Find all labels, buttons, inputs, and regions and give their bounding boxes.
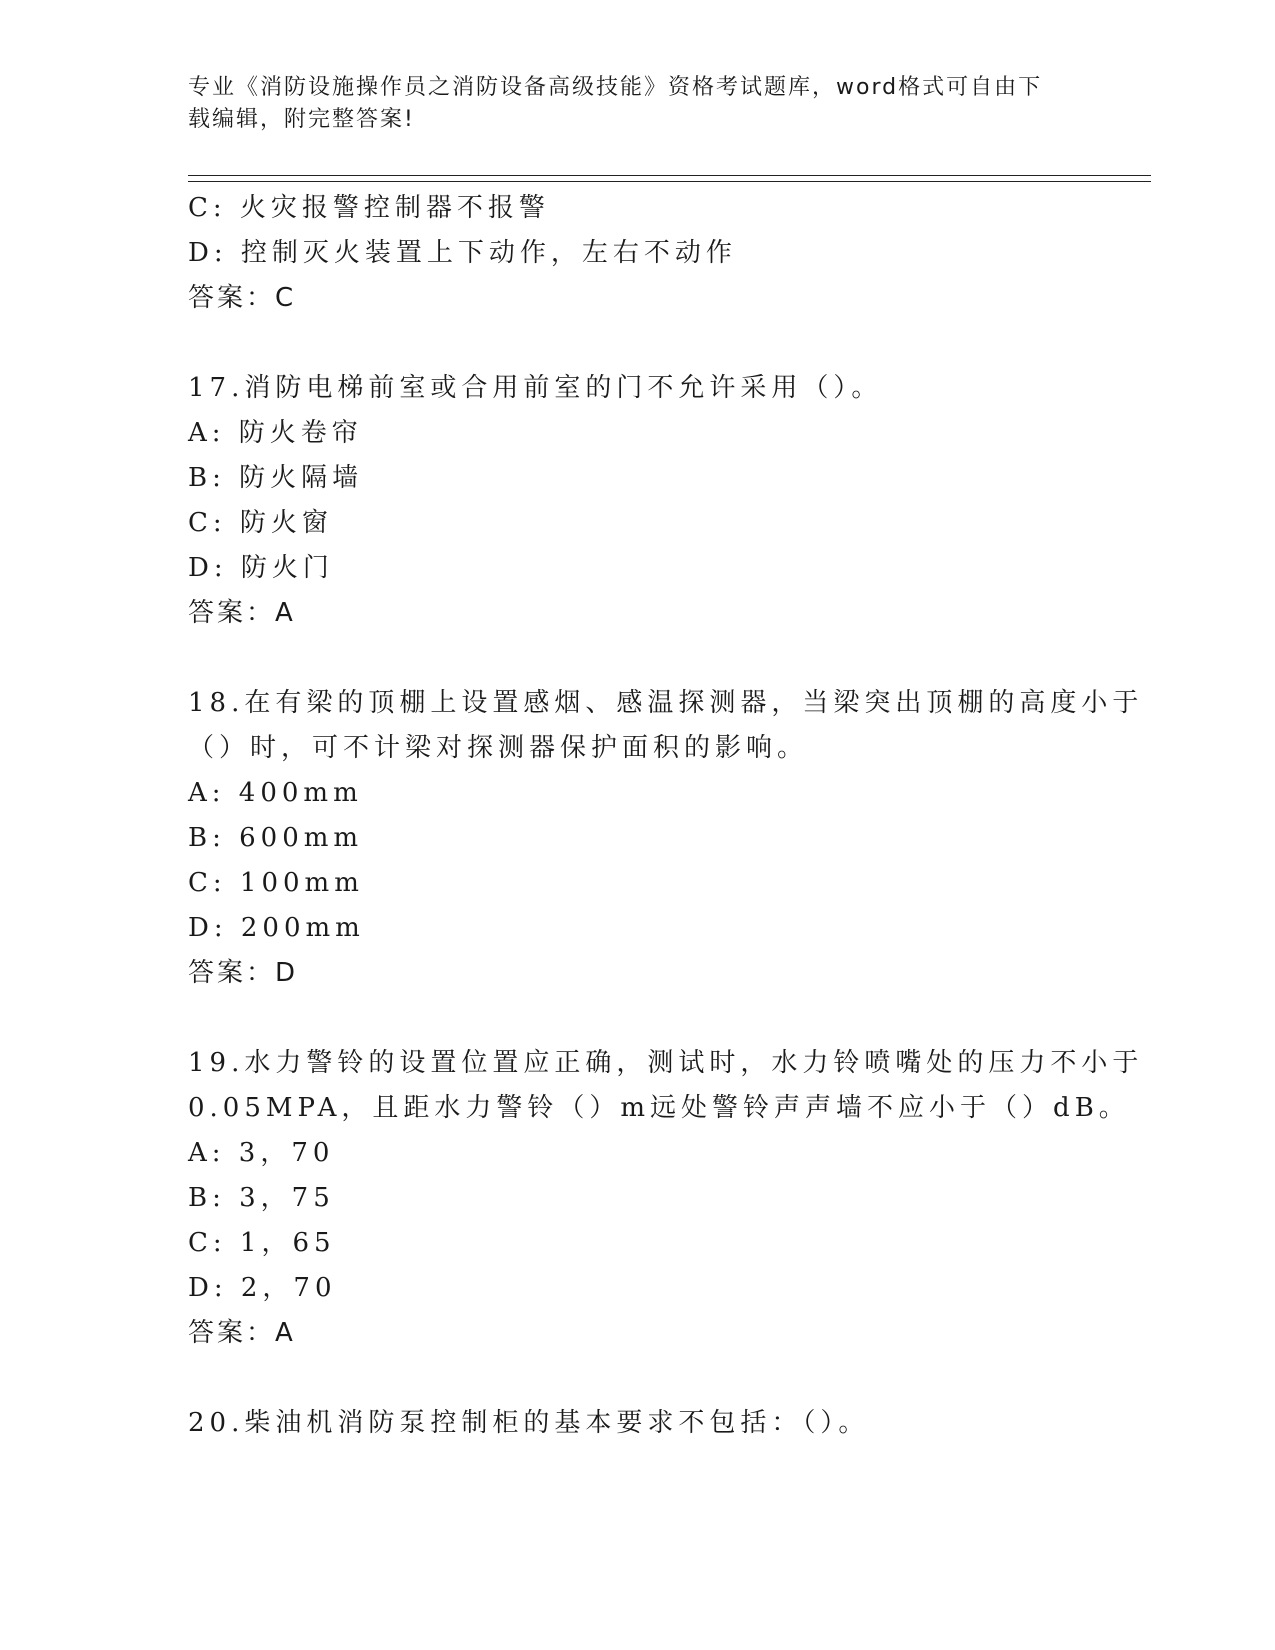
document-header	[188, 72, 1078, 136]
header-line-2: 载编辑，附完整答案!	[188, 107, 415, 132]
question-19-stem-line-2: 0.05MPA，且距水力警铃（）m远处警铃声声墙不应小于（）dB。	[188, 1093, 1130, 1123]
question-17-option-d: D: 防火门	[188, 553, 334, 583]
option-c: C: 火灾报警控制器不报警	[188, 193, 550, 223]
question-18-option-c: C: 100mm	[188, 868, 364, 898]
header-line-1: 专业《消防设施操作员之消防设备高级技能》资格考试题库，word格式可自由下	[188, 75, 1043, 100]
header-divider-bottom	[188, 181, 1151, 182]
question-19-option-a: A: 3，70	[188, 1138, 335, 1168]
question-19-option-d: D: 2，70	[188, 1273, 337, 1303]
question-19-answer: 答案：A	[188, 1318, 296, 1348]
question-17-stem: 17.消防电梯前室或合用前室的门不允许采用（）。	[188, 373, 883, 403]
question-17-option-b: B: 防火隔墙	[188, 463, 364, 493]
question-17-option-a: A: 防火卷帘	[188, 418, 363, 448]
question-19-stem-line-1: 19.水力警铃的设置位置应正确，测试时，水力铃喷嘴处的压力不小于	[188, 1048, 1144, 1078]
question-18-option-d: D: 200mm	[188, 913, 365, 943]
question-17-answer: 答案：A	[188, 598, 296, 628]
option-d: D: 控制灭火装置上下动作，左右不动作	[188, 238, 737, 268]
answer: 答案：C	[188, 283, 297, 313]
question-18-option-b: B: 600mm	[188, 823, 364, 853]
question-18-option-a: A: 400mm	[188, 778, 363, 808]
header-divider-top	[188, 175, 1151, 176]
question-17-option-c: C: 防火窗	[188, 508, 333, 538]
question-18-stem-line-2: （）时，可不计梁对探测器保护面积的影响。	[188, 733, 809, 763]
question-20-stem: 20.柴油机消防泵控制柜的基本要求不包括：（）。	[188, 1408, 870, 1438]
question-19-option-c: C: 1，65	[188, 1228, 336, 1258]
question-19-option-b: B: 3，75	[188, 1183, 335, 1213]
question-18-answer: 答案：D	[188, 958, 299, 988]
question-18-stem-line-1: 18.在有梁的顶棚上设置感烟、感温探测器，当梁突出顶棚的高度小于	[188, 688, 1144, 718]
